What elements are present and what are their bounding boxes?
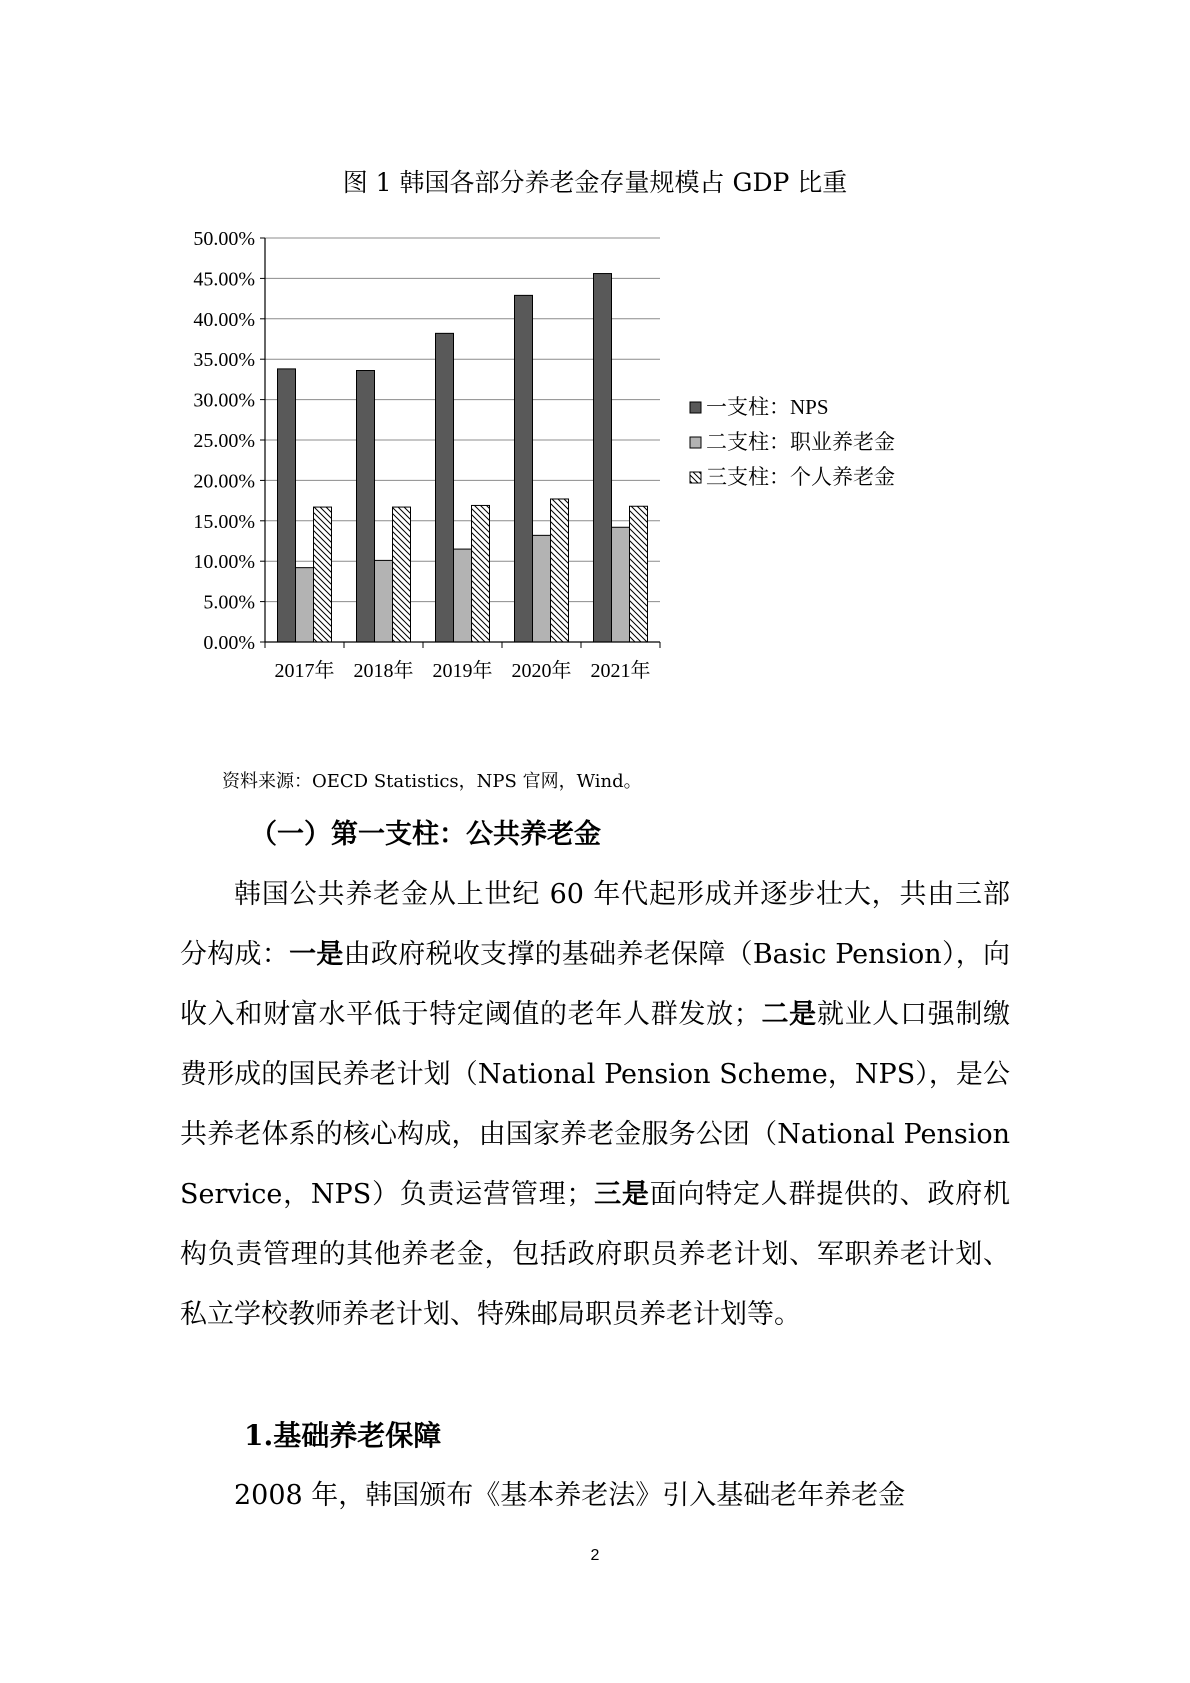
paragraph-1 (180, 865, 1010, 1345)
section-heading: （一）第一支柱：公共养老金 (250, 819, 601, 850)
p1-text-a: 韩国公共养老金从上世纪 60 年代起形成并逐步壮大，共由三部分构成： (180, 879, 1010, 970)
y-tick-label: 30.00% (193, 389, 255, 412)
bar (630, 506, 648, 642)
y-tick-label: 5.00% (203, 591, 255, 614)
bar (314, 507, 332, 642)
figure-source: 资料来源：OECD Statistics，NPS 官网，Wind。 (222, 771, 642, 792)
figure-title: 图 1 韩国各部分养老金存量规模占 GDP 比重 (342, 168, 848, 197)
legend-swatch (690, 437, 701, 448)
x-tick-label: 2021年 (590, 660, 651, 682)
p1-bold-3: 三是 (593, 1179, 650, 1210)
y-tick-label: 40.00% (193, 308, 255, 331)
bar (375, 560, 393, 642)
p1-bold-2: 二是 (760, 999, 817, 1030)
page-number: 2 (590, 1547, 600, 1564)
legend-label: 三支柱：个人养老金 (706, 465, 895, 489)
bar (357, 371, 375, 642)
y-tick-label: 10.00% (193, 551, 255, 574)
sub-heading: 1.基础养老保障 (244, 1419, 442, 1452)
p1-text-c: 由政府税收支撑的基础养老保障（Basic Pension），向收入和财富水平低于特定阈值的老年人群发放； (180, 939, 1011, 1030)
paragraph-2 (180, 1466, 1010, 1526)
bar-chart (190, 215, 1010, 755)
legend-swatch (690, 472, 701, 483)
bar (393, 507, 411, 642)
bar (515, 295, 533, 642)
p1-text-d: 就业人口强制缴费形成的国民养老计划（National Pension Scheme，NPS），是公共养老体系的核心构成，由国家养老金服务公团（National Pension Service，NPS）负责运营管理； (180, 999, 1011, 1210)
legend-label: 一支柱：NPS (706, 395, 829, 419)
y-tick-label: 25.00% (193, 430, 255, 452)
bar (454, 549, 472, 642)
y-tick-label: 0.00% (203, 632, 255, 654)
p2-text: 2008 年，韩国颁布《基本养老法》引入基础老年养老金 (234, 1480, 906, 1511)
x-tick-label: 2018年 (353, 660, 414, 682)
y-tick-label: 20.00% (193, 470, 255, 493)
y-tick-label: 15.00% (193, 510, 255, 533)
legend-swatch (690, 402, 701, 413)
bar (533, 535, 551, 642)
x-tick-label: 2020年 (511, 660, 572, 682)
bar (296, 568, 314, 642)
x-tick-label: 2019年 (432, 660, 493, 682)
y-tick-label: 50.00% (193, 228, 255, 250)
bar (594, 274, 612, 642)
bar (278, 369, 296, 642)
y-tick-label: 45.00% (193, 268, 255, 291)
legend-label: 二支柱：职业养老金 (706, 430, 895, 454)
y-tick-label: 35.00% (193, 349, 255, 372)
p1-bold-1: 一是 (289, 939, 344, 970)
bar (551, 499, 569, 642)
bar (612, 527, 630, 642)
p1-text-e: 面向特定人群提供的、政府机构负责管理的其他养老金，包括政府职员养老计划、军职养老计划、私立学校教师养老计划、特殊邮局职员养老计划等。 (180, 1179, 1010, 1330)
bar (472, 505, 490, 642)
bar (436, 333, 454, 642)
x-tick-label: 2017年 (274, 660, 335, 682)
